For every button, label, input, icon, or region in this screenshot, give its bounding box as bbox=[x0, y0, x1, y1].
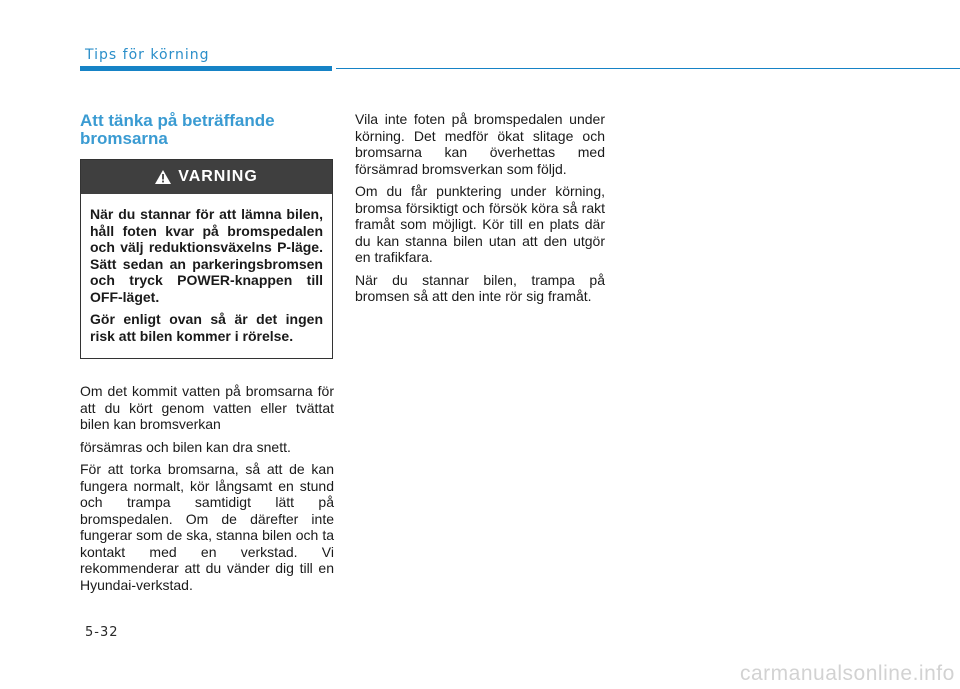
warning-header bbox=[81, 160, 332, 194]
warning-triangle-icon bbox=[155, 170, 171, 184]
left-column bbox=[80, 112, 334, 599]
warning-paragraph: Gör enligt ovan så är det ingen risk att bilen kommer i rörelse. bbox=[90, 311, 323, 344]
section-heading-line1: Att tänka på beträffande bbox=[80, 111, 275, 130]
body-paragraph: Om du får punktering under körning, bromsa försiktigt och försök köra så rakt framåt som möjligt. Kör till en plats där du kan stanna bilen utan att den utgör en trafikfara. bbox=[355, 183, 605, 265]
warning-box bbox=[80, 159, 333, 359]
right-column bbox=[355, 111, 605, 311]
watermark: carmanualsonline.info bbox=[740, 662, 955, 685]
body-paragraph: försämras och bilen kan dra snett. bbox=[80, 438, 291, 455]
warning-paragraph: När du stannar för att lämna bilen, håll foten kvar på bromspedalen och välj reduktionsväxelns P-läge. Sätt sedan an parkeringsbromsen och tryck POWER-knappen till OFF-läget. bbox=[90, 206, 323, 305]
body-paragraph: För att torka bromsarna, så att de kan fungera normalt, kör långsamt en stund och trampa samtidigt lätt på bromspedalen. Om de därefter inte fungerar som de ska, stanna bilen och ta kontakt med en verkstad. Vi rekommenderar att du vänder dig till en Hyundai-verkstad. bbox=[80, 461, 334, 593]
left-body-text bbox=[80, 383, 334, 593]
page-number: 5-32 bbox=[85, 625, 119, 640]
section-title: Tips för körning bbox=[85, 47, 210, 63]
warning-label: VARNING bbox=[178, 168, 258, 185]
header-rule-thick bbox=[80, 66, 332, 71]
body-paragraph: Om det kommit vatten på bromsarna för att du kört genom vatten eller tvättat bilen kan bromsverkan bbox=[80, 383, 334, 432]
header-rule-thin bbox=[336, 68, 960, 69]
body-paragraph: När du stannar bilen, trampa på bromsen så att den inte rör sig framåt. bbox=[355, 271, 605, 304]
section-heading-line2: bromsarna bbox=[80, 129, 168, 148]
warning-body bbox=[81, 194, 332, 358]
section-heading bbox=[80, 112, 334, 148]
body-paragraph: Vila inte foten på bromspedalen under körning. Det medför ökat slitage och bromsarna kan överhettas med försämrad bromsverkan som följd. bbox=[355, 111, 605, 177]
